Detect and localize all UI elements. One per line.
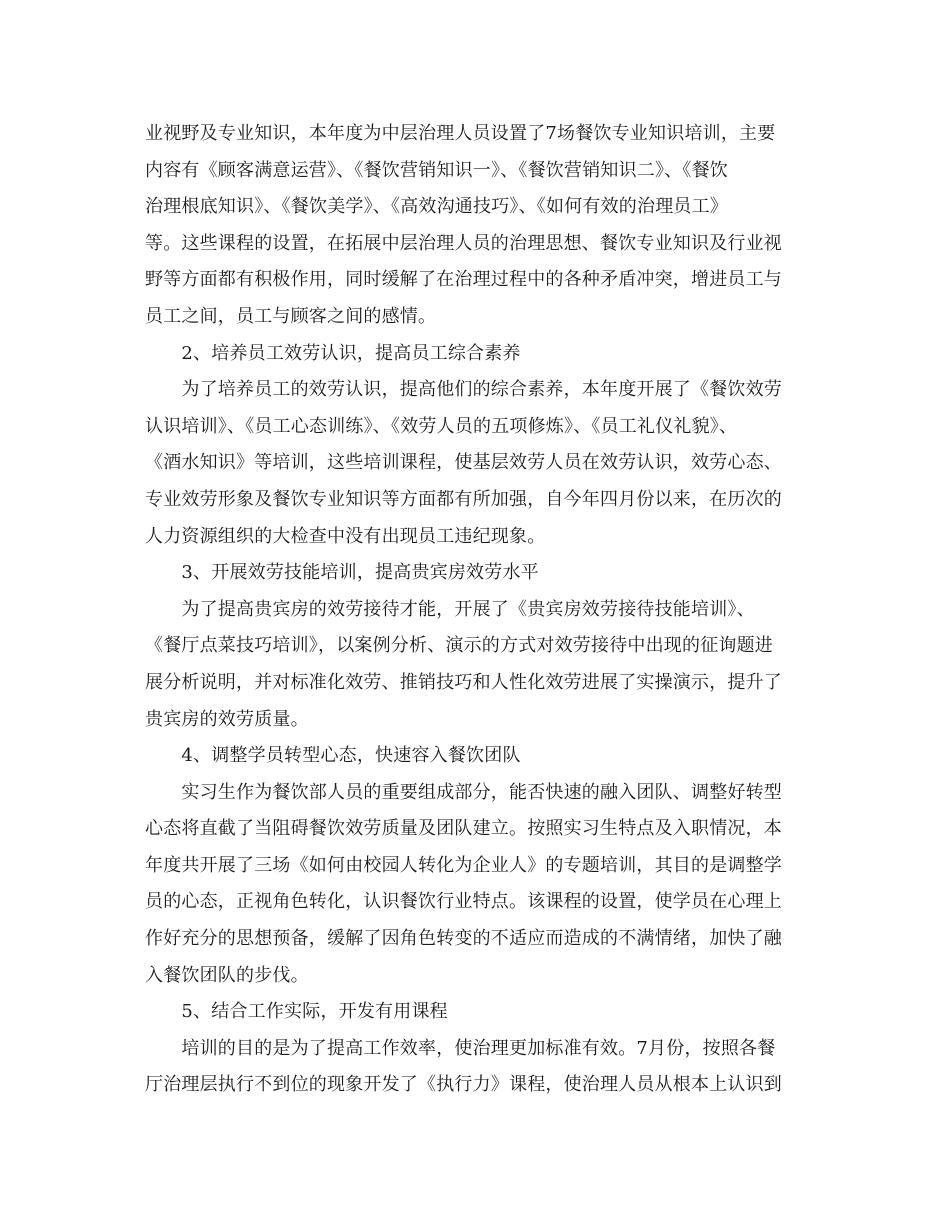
text-line: 人力资源组织的大检查中没有出现员工违纪现象。 [145,525,546,547]
text-line: 作好充分的思想预备，缓解了因角色转变的不适应而造成的不满情绪，加快了融 [145,928,782,950]
text-line: 内容有《顾客满意运营》、《餐饮营销知识一》、《餐饮营销知识二》、《餐饮 [145,159,728,181]
text-line: 年度共开展了三场《如何由校园人转化为企业人》的专题培训，其目的是调整学 [145,854,782,876]
text-line: 贵宾房的效劳质量。 [145,708,309,730]
body-text [145,116,815,1104]
text-line: 为了提高贵宾房的效劳接待才能，开展了《贵宾房效劳接待技能培训》、 [145,598,755,620]
text-line: 2、培养员工效劳认识，提高员工综合素养 [145,342,521,364]
text-line: 培训的目的是为了提高工作效率，使治理更加标准有效。7月份，按照各餐 [145,1037,776,1059]
text-line: 治理根底知识》、《餐饮美学》、《高效沟通技巧》、《如何有效的治理员工》 [145,196,728,218]
text-line: 业视野及专业知识，本年度为中层治理人员设置了7场餐饮专业知识培训，主要 [145,123,776,144]
text-line: 心态将直截了当阻碍餐饮效劳质量及团队建立。按照实习生特点及入职情况，本 [145,818,782,840]
text-line: 展分析说明，并对标准化效劳、推销技巧和人性化效劳进展了实操演示，提升了 [145,671,782,693]
text-line: 4、调整学员转型心态，快速容入餐饮团队 [145,745,521,767]
text-line: 《餐厅点菜技巧培训》，以案例分析、演示的方式对效劳接待中出现的征询题进 [145,635,773,657]
text-line: 专业效劳形象及餐饮专业知识等方面都有所加强，自今年四月份以来，在历次的 [145,488,782,510]
text-line: 员工之间，员工与顾客之间的感情。 [145,305,437,327]
text-line: 《酒水知识》等培训，这些培训课程，使基层效劳人员在效劳认识，效劳心态、 [145,452,782,474]
text-line: 员的心态，正视角色转化，认识餐饮行业特点。该课程的设置，使学员在心理上 [145,891,782,913]
text-line: 为了培养员工的效劳认识，提高他们的综合素养，本年度开展了《餐饮效劳 [145,379,782,401]
text-line: 认识培训》、《员工心态训练》、《效劳人员的五项修炼》、《员工礼仪礼貌》、 [145,415,738,437]
text-line: 野等方面都有积极作用，同时缓解了在治理过程中的各种矛盾冲突，增进员工与 [145,269,782,291]
text-line: 3、开展效劳技能培训，提高贵宾房效劳水平 [145,562,539,584]
text-line: 厅治理层执行不到位的现象开发了《执行力》课程，使治理人员从根本上认识到 [145,1074,782,1096]
text-line: 5、结合工作实际，开发有用课程 [145,1001,448,1023]
text-line: 入餐饮团队的步伐。 [145,964,309,986]
text-line: 实习生作为餐饮部人员的重要组成部分，能否快速的融入团队、调整好转型 [145,781,782,803]
text-line: 等。这些课程的设置，在拓展中层治理人员的治理思想、餐饮专业知识及行业视 [145,232,782,254]
